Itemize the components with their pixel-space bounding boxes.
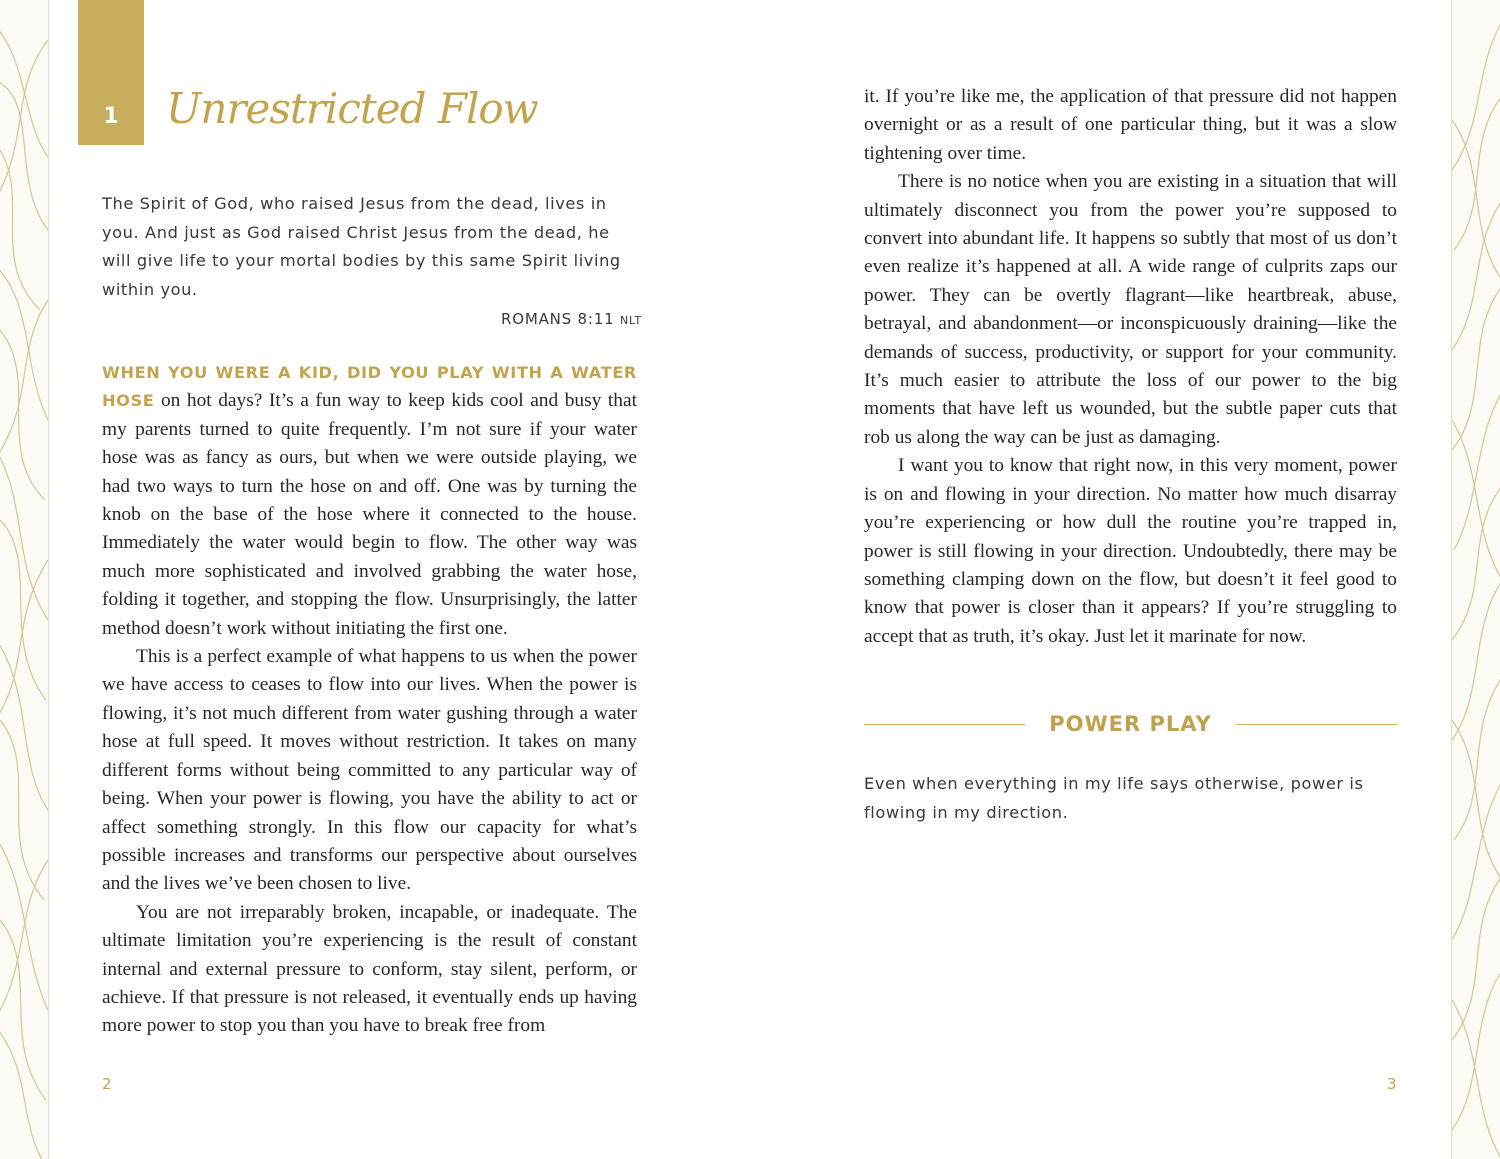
chapter-title: Unrestricted Flow — [166, 84, 538, 133]
body-paragraph: I want you to know that right now, in this very moment, power is on and flowing in your direction. No matter how much disarray you’re experiencing or how dull the routine you’re trapped in, power is still flowing in your direction. Undoubtedly, there may be something clamping down on the flow, but doesn’t it feel good to know that power is closer than it appears? If you’re struggling to accept that as truth, it’s okay. Just let it marinate for now. — [864, 455, 1397, 647]
power-play-label: POWER PLAY — [1049, 712, 1212, 736]
epigraph — [102, 190, 642, 336]
leaf-line-pattern-left — [0, 0, 48, 1159]
epigraph-text: The Spirit of God, who raised Jesus from the dead, lives in you. And just as God raised Christ Jesus from the dead, he will give life to your mortal bodies by this same Spirit living within you. — [102, 194, 621, 299]
right-edge-leaf-art — [1451, 0, 1500, 1159]
power-play-heading — [864, 707, 1397, 741]
heading-rule-left — [864, 724, 1025, 725]
body-paragraph: This is a perfect example of what happens to us when the power we have access to ceases to flow into our lives. When the power is flowing, it’s not much different from water gushing through a water hose at full speed. It moves without restriction. It takes on many different forms without being committed to any particular way of being. When your power is flowing, you have the ability to act or affect something strongly. In this flow our capacity for what’s possible increases and transforms our perspective about ourselves and the lives we’ve been chosen to live. — [102, 646, 637, 895]
epigraph-reference — [102, 305, 642, 336]
left-page — [48, 0, 698, 1159]
page-number: 3 — [1387, 1075, 1397, 1093]
epigraph-version: NLT — [620, 314, 642, 327]
body-paragraph: it. If you’re like me, the application of that pressure did not happen overnight or as a result of one particular thing, but it was a slow tightening over time. — [864, 86, 1397, 164]
body-paragraph: There is no notice when you are existing in a situation that will ultimately disconnect you from the power you’re supposed to convert into abundant life. It happens so subtly that most of us don’t even realize it’s happened at all. A wide range of culprits zaps our power. They can be overtly flagrant—like heartbreak, abuse, betrayal, and abandonment—or inconspicuously draining—like the demands of success, productivity, or support for your community. It’s much easier to attribute the loss of our power to the big moments that have left us wounded, but the subtle paper cuts that rob us along the way can be just as damaging. — [864, 171, 1397, 448]
page-number: 2 — [102, 1075, 112, 1093]
opening-lead-caps: WHEN YOU WERE A KID, DID YOU PLAY WITH A WATER HOSE — [102, 363, 637, 411]
right-page — [752, 0, 1452, 1159]
heading-rule-right — [1236, 724, 1397, 725]
left-body-text — [102, 359, 637, 1041]
paragraph-text: on hot days? It’s a fun way to keep kids cool and busy that my parents turned to quite frequently. I’m not sure if your water hose was as fancy as ours, but when we were outside playing, we had two ways to turn the hose on and off. One was by turning the knob on the base of the hose where it connected to the house. Immediately the water would begin to flow. The other way was much more sophisticated and involved grabbing the water hose, folding it together, and stopping the flow. Unsurprisingly, the latter method doesn’t work without initiating the first one. — [102, 390, 637, 639]
chapter-number-tab: 1 — [78, 0, 144, 145]
epigraph-reference-text: ROMANS 8:11 — [501, 310, 615, 328]
left-edge-leaf-art — [0, 0, 49, 1159]
body-paragraph — [102, 359, 637, 643]
leaf-line-pattern-right — [1452, 0, 1500, 1159]
affirmation-text: Even when everything in my life says otherwise, power is flowing in my direction. — [864, 774, 1364, 822]
body-paragraph: You are not irreparably broken, incapable, or inadequate. The ultimate limitation you’re experiencing is the result of constant internal and external pressure to conform, stay silent, perform, or achieve. If that pressure is not released, it eventually ends up having more power to stop you than you have to break free from — [102, 901, 637, 1037]
right-body-text — [864, 83, 1397, 651]
